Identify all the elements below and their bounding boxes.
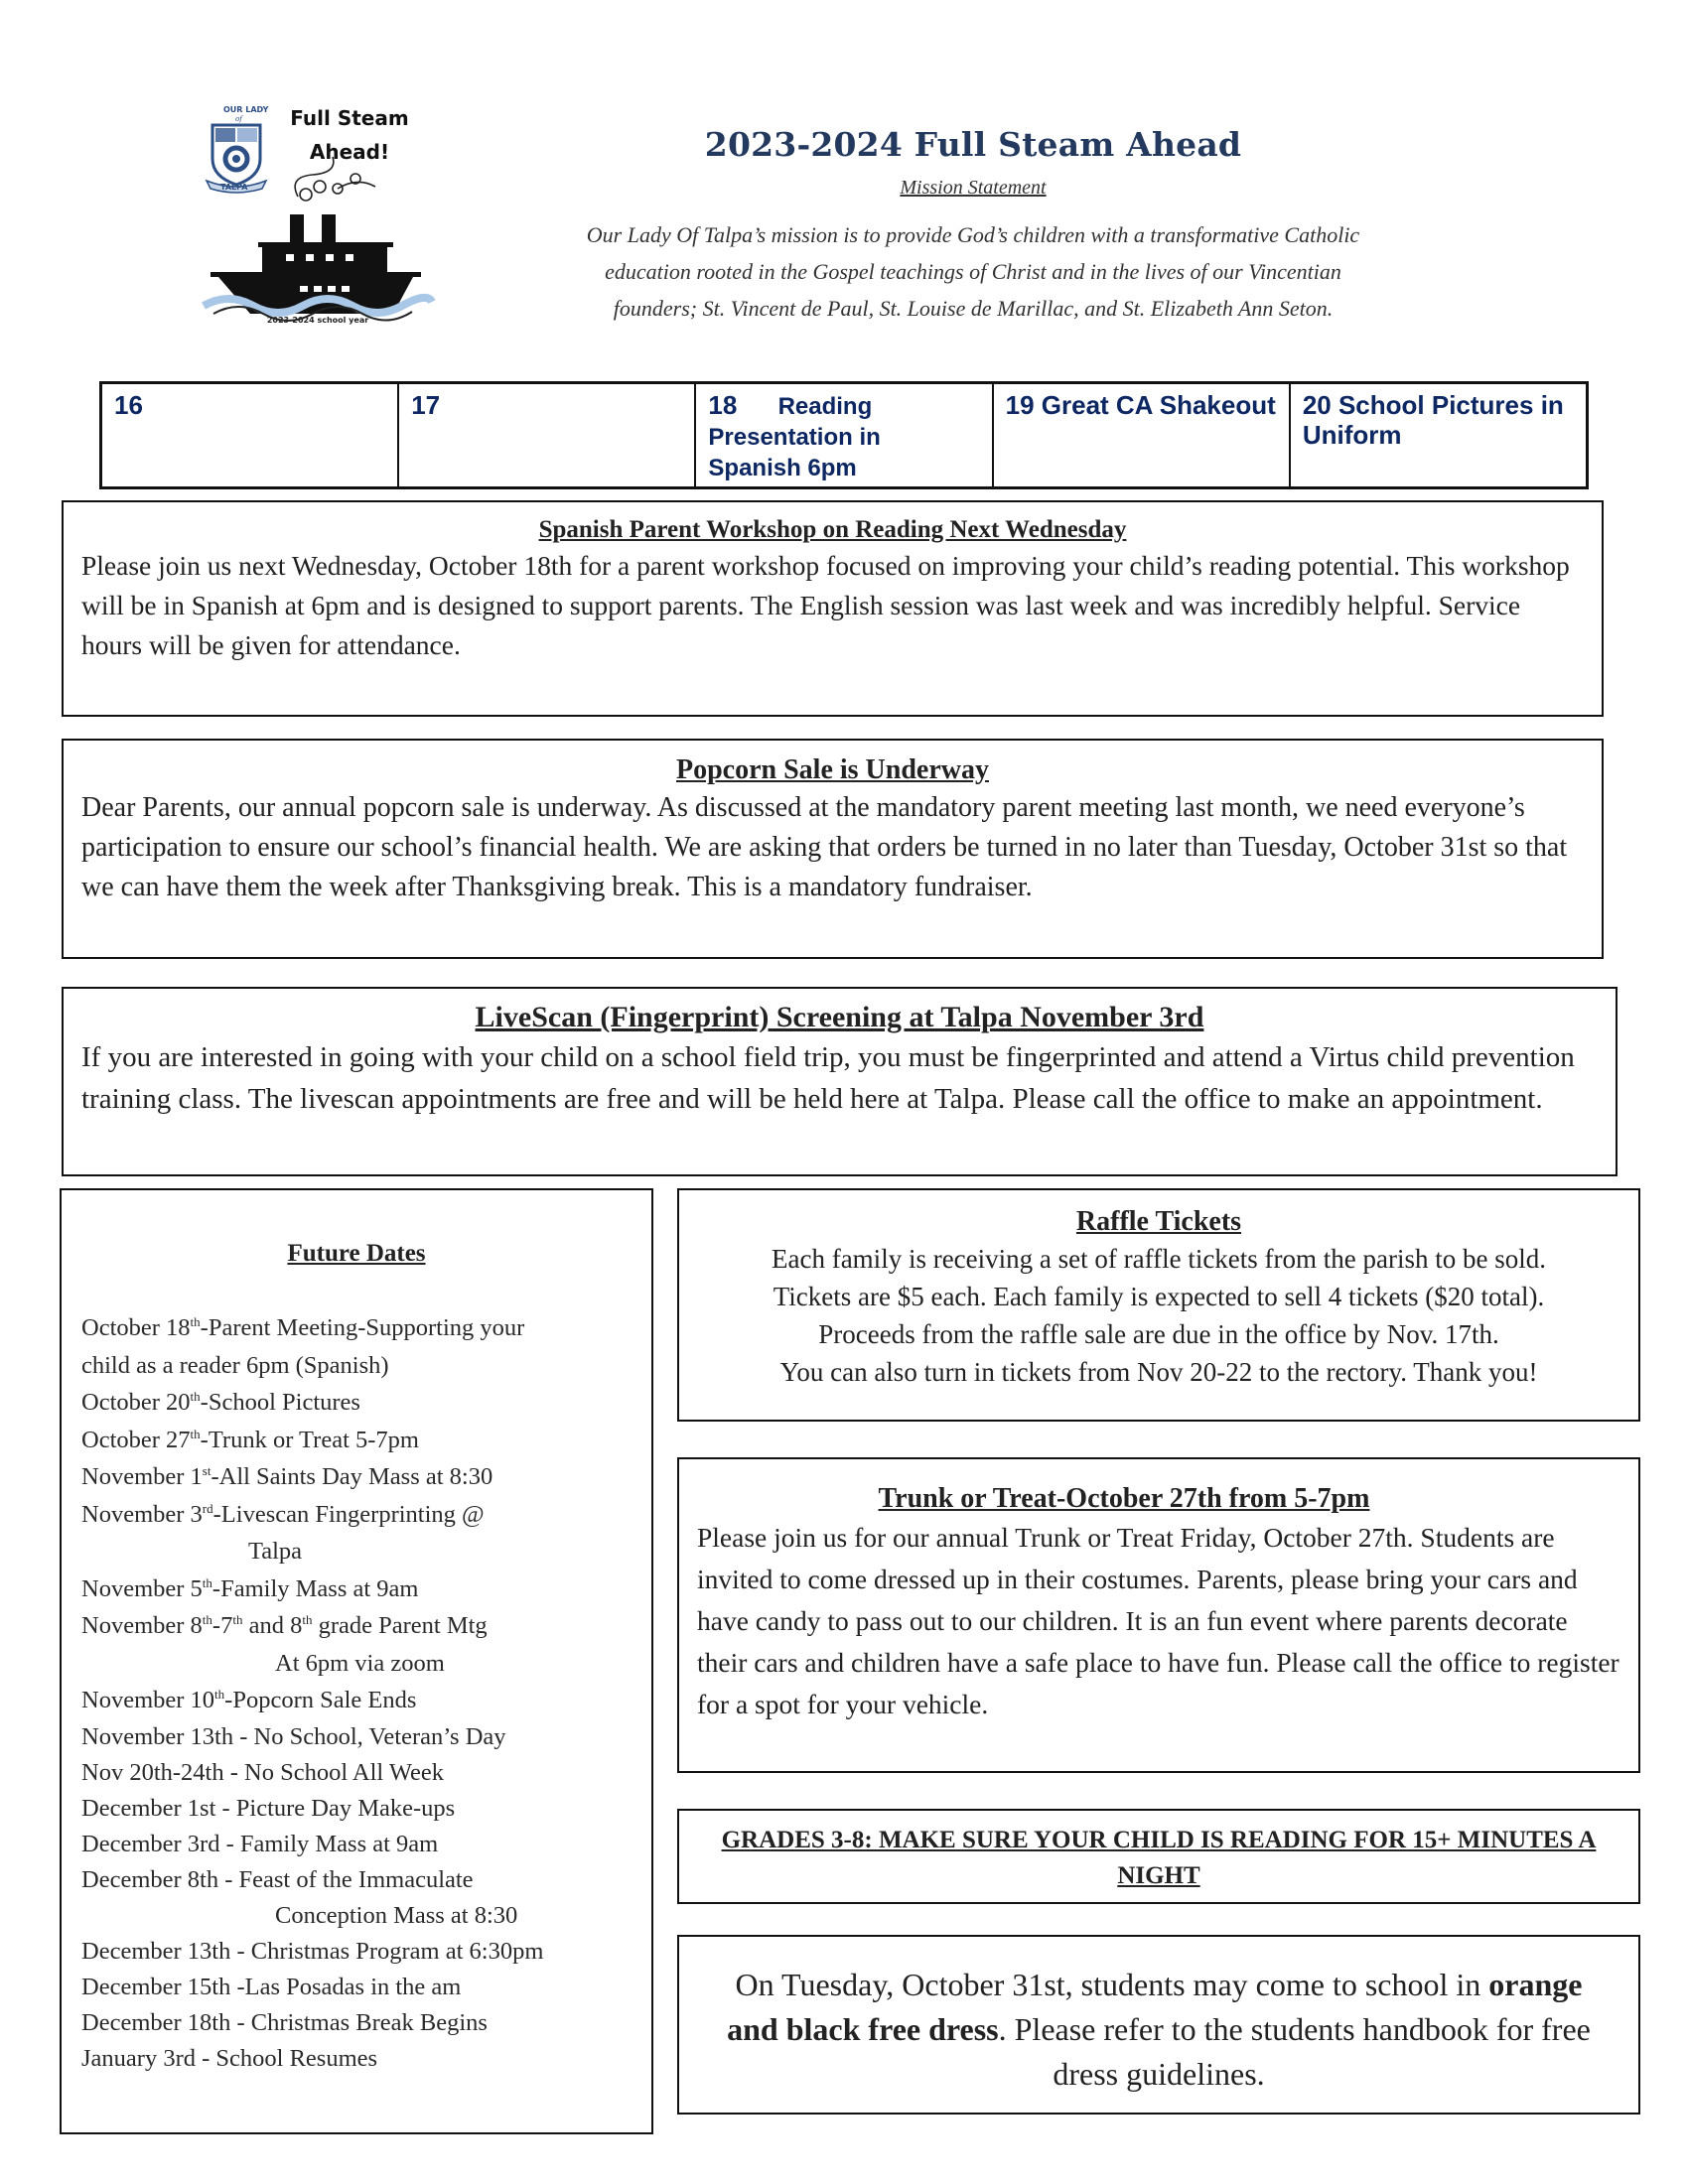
date-item: December 1st - Picture Day Make-ups [81, 1794, 456, 1822]
future-dates-panel [60, 1188, 653, 2134]
day-number: 18 [708, 390, 738, 420]
notice-body: Dear Parents, our annual popcorn sale is underway. As discussed at the mandatory parent meeting last month, we need everyone’s participation to ensure our school’s financial health. We are asking that orders be turned in no later than Tuesday, October 31st so that we can have them the week after Thanksgiving break. This is a mandatory fundraiser. [81, 792, 1568, 902]
notice-line: You can also turn in tickets from Nov 20-22 to the rectory. Thank you! [779, 1357, 1538, 1387]
date-item: At 6pm via zoom [275, 1649, 445, 1677]
notice-line: Each family is receiving a set of raffle tickets from the parish to be sold. [772, 1244, 1546, 1274]
notice-line: Tickets are $5 each. Each family is expected to sell 4 tickets ($20 total). [773, 1282, 1545, 1311]
svg-text:of: of [235, 115, 242, 123]
date-item: child as a reader 6pm (Spanish) [81, 1351, 389, 1379]
notice-body: If you are interested in going with your child on a school field trip, you must be fingerprinted and attend a Virtus child prevention training class. The livescan appointments are free and will be held here at Talpa. Please call the office to make an appointment. [81, 1041, 1575, 1115]
notice-popcorn-sale [62, 739, 1604, 959]
day-number: 20 [1302, 390, 1332, 420]
notice-title: Raffle Tickets [1075, 1206, 1242, 1237]
day-number: 16 [114, 390, 143, 420]
date-item: Conception Mass at 8:30 [275, 1901, 518, 1929]
svg-text:TALPA: TALPA [220, 183, 248, 192]
date-item: December 13th - Christmas Program at 6:30pm [81, 1937, 544, 1965]
page-title: 2023-2024 Full Steam Ahead [704, 125, 1242, 164]
notice-livescan [62, 987, 1618, 1176]
notice-raffle-tickets [677, 1188, 1640, 1422]
date-item: October 27th-Trunk or Treat 5-7pm [81, 1426, 419, 1453]
notice-body: Please join us for our annual Trunk or Treat Friday, October 27th. Students are invited to come dressed up in their costumes. Parents, please bring your cars and have candy to pass out to our children. It is an fun event where parents decorate their cars and children have a safe place to have fun. Please call the office to register for a spot for your vehicle. [697, 1522, 1619, 1719]
date-item: November 3rd-Livescan Fingerprinting @ [81, 1500, 485, 1528]
calendar-day-19 [994, 384, 1291, 486]
date-item: December 15th -Las Posadas in the am [81, 1973, 462, 2000]
free-dress-highlight: orange and black free dress [727, 1967, 1583, 2047]
future-dates-list [81, 1309, 632, 2077]
day-event: Great CA Shakeout [1041, 390, 1276, 420]
notice-body: Please join us next Wednesday, October 18th for a parent workshop focused on improving your child’s reading potential. This workshop will be in Spanish at 6pm and is designed to support parents. The English session was last week and was incredibly helpful. Service hours will be given for attendance. [81, 550, 1570, 660]
calendar-day-20 [1291, 384, 1586, 486]
svg-text:OUR LADY: OUR LADY [223, 105, 269, 114]
date-item: December 8th - Feast of the Immaculate [81, 1865, 474, 1893]
day-number: 17 [411, 390, 441, 420]
day-event: School Pictures in Uniform [1302, 390, 1564, 450]
logo-slogan-line1: Full Steam [290, 106, 409, 130]
notice-title: Trunk or Treat-October 27th from 5-7pm [878, 1483, 1370, 1514]
calendar-day-18 [696, 384, 993, 486]
notice-trunk-or-treat [677, 1457, 1640, 1773]
week-calendar [99, 381, 1589, 489]
date-item: October 20th-School Pictures [81, 1388, 360, 1416]
calendar-day-17 [399, 384, 696, 486]
date-item: December 3rd - Family Mass at 9am [81, 1830, 439, 1857]
notice-title: Popcorn Sale is Underway [676, 754, 989, 785]
date-item: November 8th-7th and 8th grade Parent Mtg [81, 1611, 488, 1639]
notice-title: GRADES 3-8: MAKE SURE YOUR CHILD IS READING FOR 15+ MINUTES A NIGHT [721, 1827, 1597, 1889]
day-number: 19 [1005, 390, 1035, 420]
date-item: November 5th-Family Mass at 9am [81, 1574, 419, 1602]
future-dates-title: Future Dates [287, 1240, 426, 1267]
notice-line: Proceeds from the raffle sale are due in the office by Nov. 17th. [818, 1319, 1499, 1349]
notice-spanish-workshop [62, 500, 1604, 717]
date-item: Talpa [248, 1538, 303, 1565]
notice-body [689, 1240, 1628, 1391]
notice-free-dress [677, 1935, 1640, 2115]
logo-slogan-line2: Ahead! [309, 140, 390, 164]
notice-title: Spanish Parent Workshop on Reading Next Wednesday [538, 516, 1127, 543]
notice-body: On Tuesday, October 31st, students may come to school in orange and black free dress. Please refer to the students handbook for free dress guidelines. [727, 1967, 1591, 2092]
date-item: Nov 20th-24th - No School All Week [81, 1758, 445, 1786]
date-item: January 3rd - School Resumes [81, 2044, 378, 2072]
notice-reading-reminder [677, 1809, 1640, 1904]
school-crest-icon [207, 105, 269, 193]
logo-slogan [280, 101, 419, 169]
date-item: November 1st-All Saints Day Mass at 8:30 [81, 1462, 493, 1490]
date-item: December 18th - Christmas Break Begins [81, 2008, 488, 2036]
mission-statement: Our Lady Of Talpa’s mission is to provide God’s children with a transformative Catholic education rooted in the Gospel teachings of Christ and in the lives of our Vincentian founders; St. Vincent de Paul, St. Louise de Marillac, and St. Elizabeth Ann Seton. [586, 222, 1360, 321]
notice-title: LiveScan (Fingerprint) Screening at Talpa November 3rd [475, 1001, 1204, 1033]
logo-year-caption: 2023-2024 school year [266, 316, 369, 325]
calendar-day-16 [102, 384, 399, 486]
date-item: November 13th - No School, Veteran’s Day [81, 1722, 506, 1750]
date-item: November 10th-Popcorn Sale Ends [81, 1686, 417, 1713]
day-event: Reading Presentation in Spanish 6pm [708, 393, 881, 481]
date-item: October 18th-Parent Meeting-Supporting your [81, 1313, 525, 1341]
mission-heading: Mission Statement [900, 177, 1047, 199]
